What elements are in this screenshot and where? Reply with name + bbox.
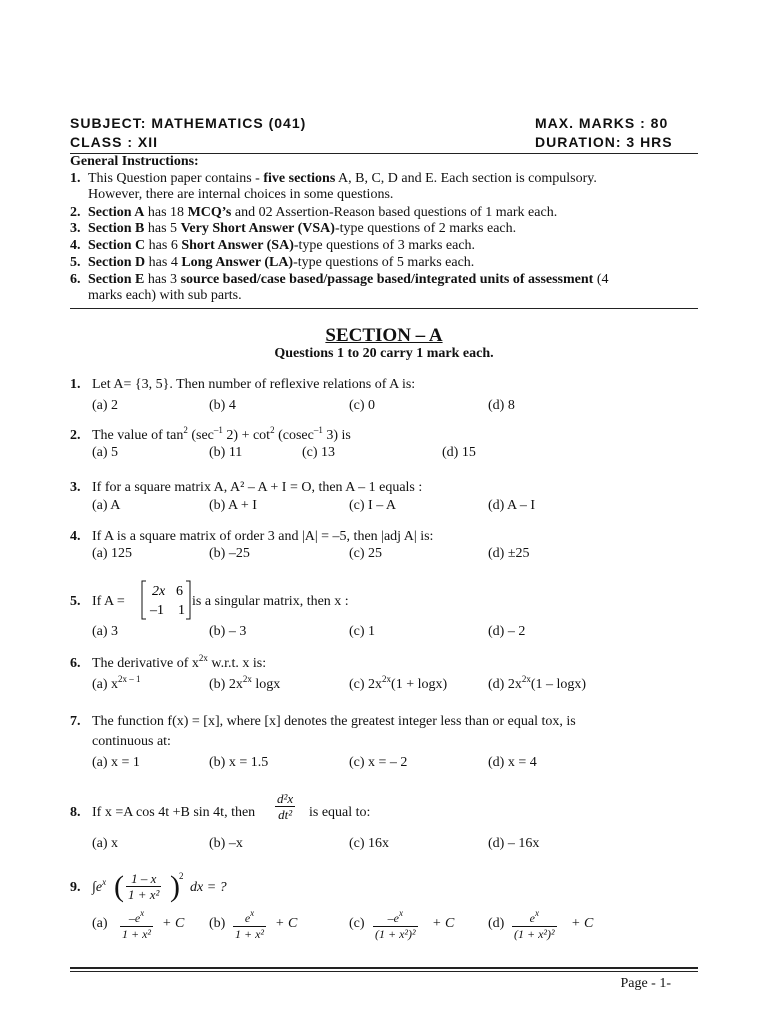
option-c: (c) $2x^{2x}(1 + \log x)$ xyxy=(349,674,448,692)
subject-line: SUBJECT: MATHEMATICS (041) xyxy=(70,115,307,131)
option-d: (d) 15 xyxy=(442,445,476,460)
option-b: (b) –x xyxy=(209,836,243,851)
right-paren: ) xyxy=(170,870,180,903)
matrix-cell: –1 xyxy=(150,603,164,618)
option-a: (a) x xyxy=(92,836,119,851)
option-b: (b) xyxy=(209,916,226,931)
option-c: (c) xyxy=(349,916,365,931)
option-b: (b) 4 xyxy=(209,398,236,413)
option-a: (a) A xyxy=(92,498,121,513)
option-c: (c) I – A xyxy=(349,498,397,513)
option-d: (d) x = 4 xyxy=(488,755,537,770)
matrix-cell: 2x xyxy=(152,584,166,599)
option-a: (a) 125 xyxy=(92,546,133,561)
option-d-fraction: $\frac{e^x}{\text{(1 + x²)²}}$ xyxy=(514,908,555,941)
option-c-fraction: $\frac{-e^x}{\text{(1 + x²)²}}$ xyxy=(375,908,416,941)
footer-divider-thin xyxy=(70,971,698,972)
option-b-fraction: $\frac{e^x}{\text{1 + x²}}$ xyxy=(235,908,265,941)
option-d: (d) A – I xyxy=(488,498,536,513)
max-marks: MAX. MARKS : 80 xyxy=(535,115,669,131)
instructions-title: General Instructions: xyxy=(70,154,199,169)
option-a: (a) x = 1 xyxy=(92,755,140,770)
second-derivative-fraction: $\frac{\text{d²x}}{\text{dt²}}$ xyxy=(277,791,294,822)
left-paren: ( xyxy=(114,870,124,903)
matrix-cell: 6 xyxy=(176,584,183,599)
option-c: (c) 13 xyxy=(302,445,336,460)
option-d: (d) ±25 xyxy=(488,546,530,561)
option-a: (a) 3 xyxy=(92,624,119,639)
instruction-item: 2. Section A has 18 MCQ’s and 02 Assertion-Reason based questions of 1 mark each. xyxy=(70,205,558,220)
section-title: SECTION – A xyxy=(325,325,443,346)
section-subtitle: Questions 1 to 20 carry 1 mark each. xyxy=(274,346,494,361)
option-b: (b) 11 xyxy=(209,445,243,460)
footer-divider xyxy=(70,967,698,969)
option-b: (b) $2x^{2x}$ logx xyxy=(209,674,281,692)
option-d: (d) – 2 xyxy=(488,624,526,639)
option-a-fraction: $\frac{-e^x}{\text{1 + x²}}$ xyxy=(122,908,152,941)
option-c: (c) 0 xyxy=(349,398,376,413)
matrix-a xyxy=(140,580,192,620)
option-c: (c) 1 xyxy=(349,624,376,639)
integrand-fraction: $\frac{1 - x}{\text{1 + x²}}$ xyxy=(128,871,160,902)
option-a: (a) $x^{2x - 1}$ xyxy=(92,674,141,692)
matrix-cell: 1 xyxy=(178,603,185,618)
option-d: (d) – 16x xyxy=(488,836,540,851)
option-b: (b) A + I xyxy=(209,498,257,513)
option-d: (d) xyxy=(488,916,505,931)
option-b: (b) – 3 xyxy=(209,624,247,639)
option-a: (a) 2 xyxy=(92,398,119,413)
duration: DURATION: 3 HRS xyxy=(535,134,673,150)
instruction-item: 3. Section B has 5 Very Short Answer (VSA)-type questions of 2 marks each. xyxy=(70,221,517,236)
instructions-divider xyxy=(70,308,698,309)
option-a: (a) xyxy=(92,916,108,931)
option-a: (a) 5 xyxy=(92,445,119,460)
option-c: (c) 25 xyxy=(349,546,383,561)
instruction-item: 5. Section D has 4 Long Answer (LA)-type questions of 5 marks each. xyxy=(70,255,475,270)
option-b: (b) –25 xyxy=(209,546,250,561)
option-d: (d) $2x^{2x}(1 - \log x)$ xyxy=(488,674,587,692)
option-b: (b) x = 1.5 xyxy=(209,755,269,770)
option-d: (d) 8 xyxy=(488,398,515,413)
instruction-item: 6. Section E has 3 source based/case based/passage based/integrated units of assessment (4 marks each) with sub parts. xyxy=(70,272,609,303)
option-c: (c) 16x xyxy=(349,836,390,851)
page-number: Page - 1- xyxy=(620,976,671,991)
instruction-item: 4. Section C has 6 Short Answer (SA)-type questions of 3 marks each. xyxy=(70,238,476,253)
option-c: (c) x = – 2 xyxy=(349,755,408,770)
class-line: CLASS : XII xyxy=(70,134,159,150)
instruction-item: 1. This Question paper contains - five sections A, B, C, D and E. Each section is compulsory. However, there are internal choices in some questions. xyxy=(70,171,597,202)
